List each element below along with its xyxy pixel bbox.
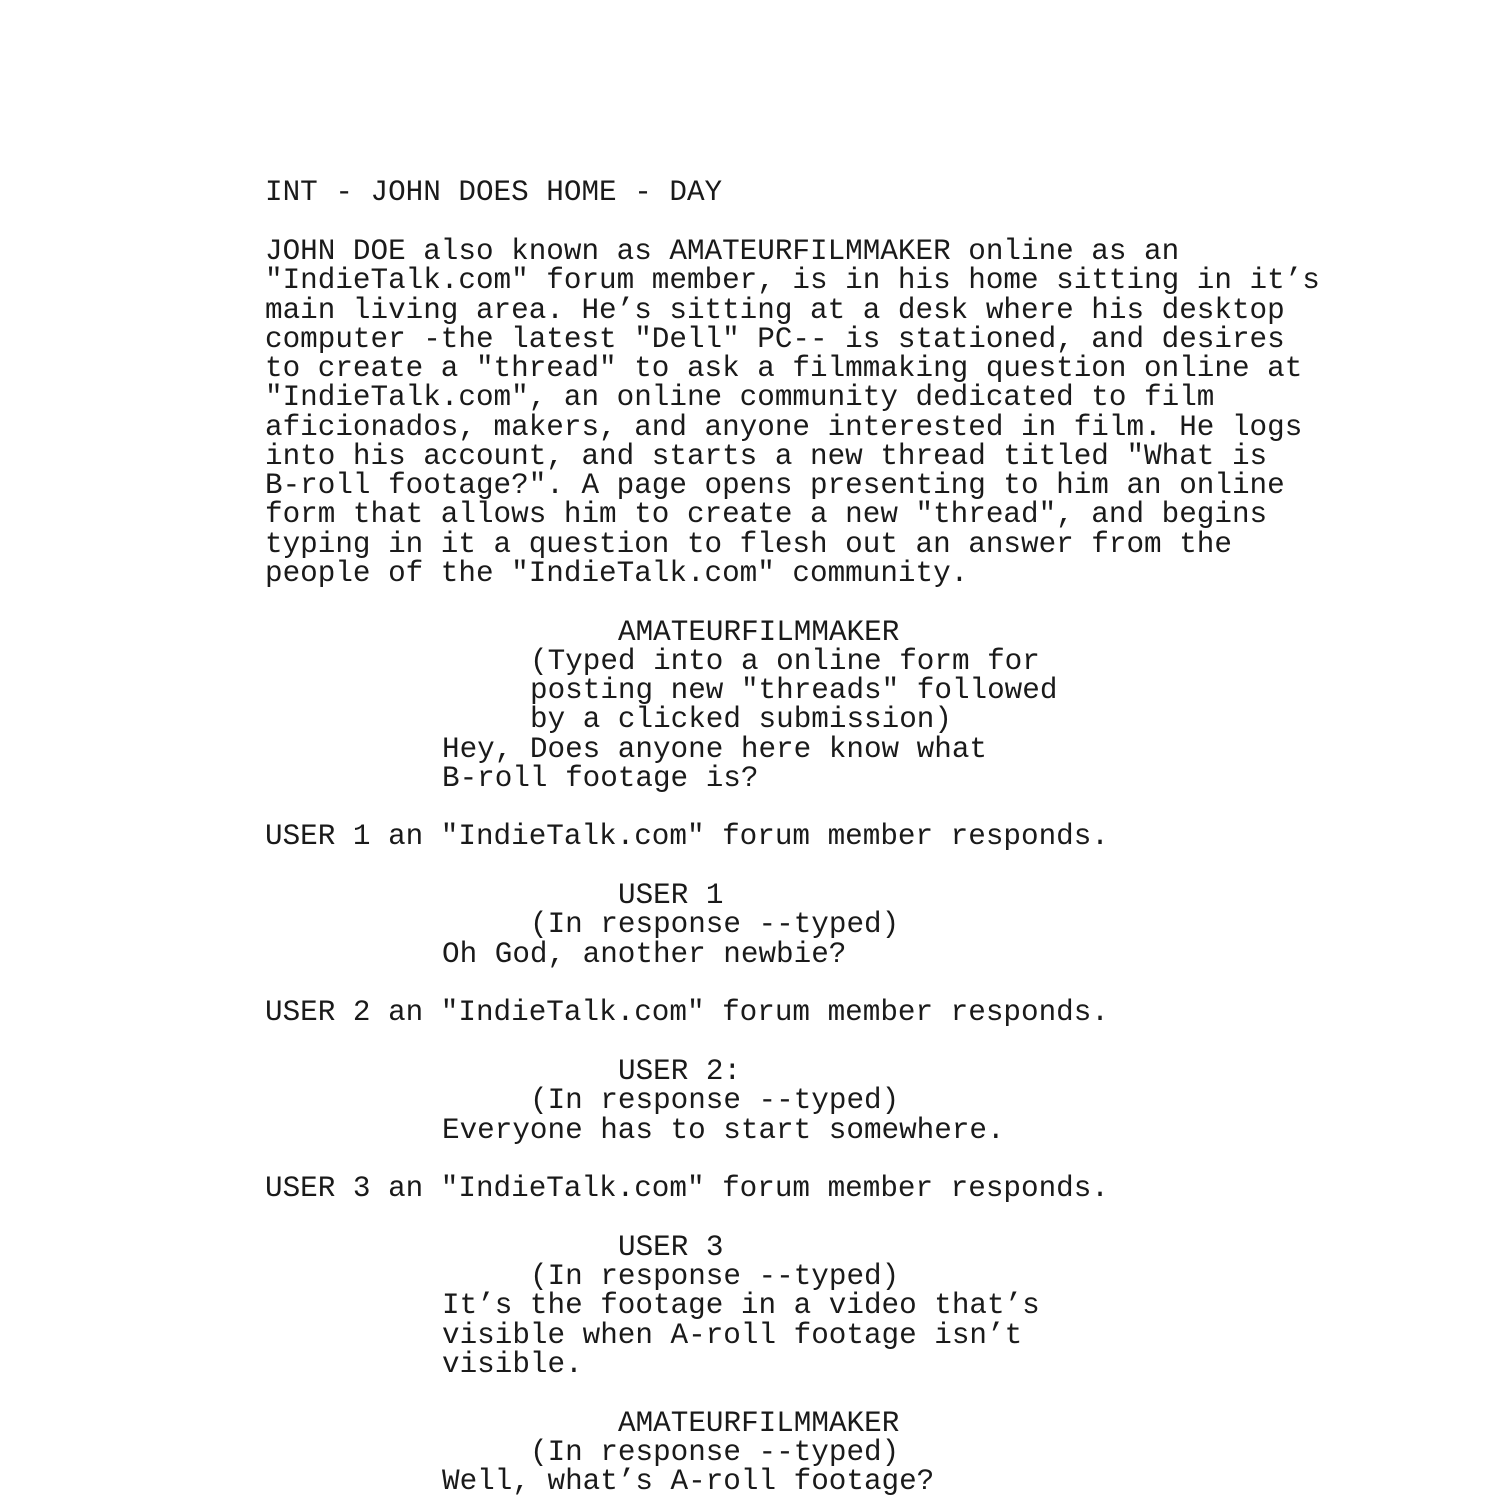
action-line: typing in it a question to flesh out an answer from the — [265, 528, 1232, 561]
scene-heading: INT - JOHN DOES HOME - DAY — [265, 176, 723, 209]
character-name: AMATEURFILMMAKER — [618, 616, 900, 649]
character-name: AMATEURFILMMAKER — [618, 1407, 900, 1440]
action-line: USER 1 an "IndieTalk.com" forum member responds. — [265, 820, 1109, 853]
dialogue-line: visible when A-roll footage isn’t — [442, 1319, 1023, 1352]
dialogue-line: Hey, Does anyone here know what — [442, 733, 988, 766]
character-name: USER 1 — [618, 879, 724, 912]
action-line: to create a "thread" to ask a filmmaking question online at — [265, 352, 1303, 385]
dialogue-line: Well, what’s A-roll footage? — [442, 1465, 935, 1498]
dialogue-line: It’s the footage in a video that’s — [442, 1289, 1040, 1322]
action-line: "IndieTalk.com" forum member, is in his home sitting in it’s — [265, 264, 1320, 297]
parenthetical: (In response --typed) — [530, 1084, 900, 1117]
parenthetical: (In response --typed) — [530, 1260, 900, 1293]
parenthetical: by a clicked submission) — [530, 703, 952, 736]
action-line: USER 2 an "IndieTalk.com" forum member responds. — [265, 996, 1109, 1029]
action-line: B-roll footage?". A page opens presenting to him an online — [265, 469, 1285, 502]
dialogue-line: Oh God, another newbie? — [442, 938, 847, 971]
parenthetical: posting new "threads" followed — [530, 674, 1058, 707]
dialogue-line: Everyone has to start somewhere. — [442, 1114, 1005, 1147]
action-line: JOHN DOE also known as AMATEURFILMMAKER online as an — [265, 235, 1180, 268]
action-line: "IndieTalk.com", an online community dedicated to film — [265, 381, 1215, 414]
dialogue-line: B-roll footage is? — [442, 762, 759, 795]
character-name: USER 2: — [618, 1055, 742, 1088]
parenthetical: (In response --typed) — [530, 908, 900, 941]
parenthetical: (Typed into a online form for — [530, 645, 1040, 678]
parenthetical: (In response --typed) — [530, 1436, 900, 1469]
dialogue-line: visible. — [442, 1348, 583, 1381]
action-line: main living area. He’s sitting at a desk where his desktop — [265, 294, 1285, 327]
action-line: aficionados, makers, and anyone interested in film. He logs — [265, 411, 1303, 444]
action-line: USER 3 an "IndieTalk.com" forum member responds. — [265, 1172, 1109, 1205]
action-line: form that allows him to create a new "thread", and begins — [265, 498, 1268, 531]
action-line: into his account, and starts a new thread titled "What is — [265, 440, 1268, 473]
action-line: computer -the latest "Dell" PC-- is stationed, and desires — [265, 323, 1285, 356]
action-line: people of the "IndieTalk.com" community. — [265, 557, 969, 590]
character-name: USER 3 — [618, 1231, 724, 1264]
